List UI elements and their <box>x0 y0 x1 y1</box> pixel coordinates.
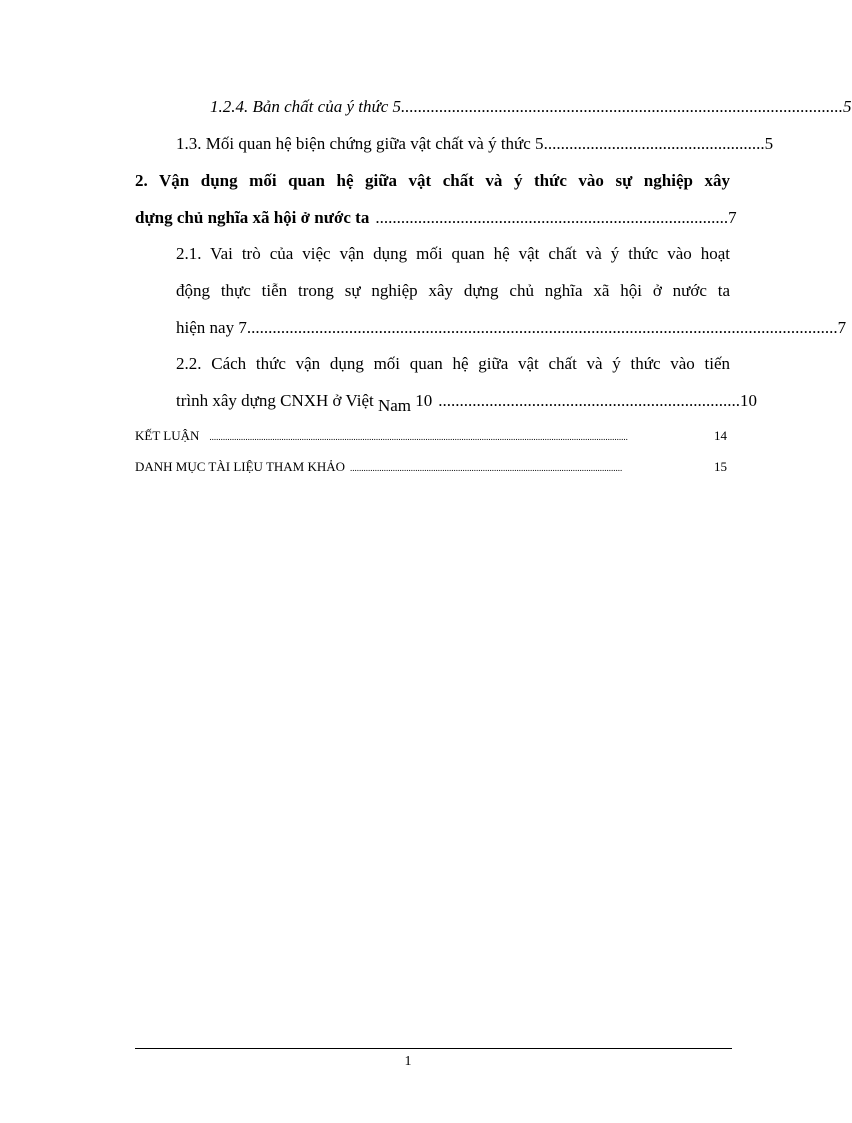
footer-rule <box>135 1048 732 1049</box>
toc-entry-title-suffix: 10 <box>411 391 433 410</box>
page-number: 1 <box>404 1054 412 1069</box>
toc-entry-title: 1.2.4. Bản chất của ý thức 5 <box>210 97 402 116</box>
toc-entry-2-2-line-2[interactable] <box>176 391 758 415</box>
toc-leader-dots: ......................................................................................................................... <box>350 463 623 473</box>
toc-page-number: 5 <box>764 134 774 153</box>
toc-leader-dots: ....................................................................... <box>438 391 741 410</box>
toc-entry-title: KẾT LUẬN <box>135 428 200 443</box>
toc-page-number: 10 <box>740 391 758 410</box>
toc-entry-1-2-4[interactable] <box>210 97 852 117</box>
toc-entry-title: 2. Vận dụng mối quan hệ giữa vật chất và ý thức vào sự nghiệp xây <box>135 171 730 190</box>
toc-entry-title-nam: Nam <box>377 396 412 415</box>
toc-entry-title: 2.1. Vai trò của việc vận dụng mối quan hệ vật chất và ý thức vào hoạt <box>176 244 730 263</box>
toc-entry-title: hiện nay 7 <box>176 318 247 337</box>
toc-entry-danh-muc[interactable] <box>135 459 727 475</box>
toc-leader-dots: ........................................................................................................ <box>401 97 844 116</box>
toc-entry-title: dựng chủ nghĩa xã hội ở nước ta <box>135 208 370 227</box>
toc-page-number: 15 <box>714 459 727 474</box>
toc-entry-2-line-1[interactable] <box>135 171 730 191</box>
toc-page-number: 7 <box>728 208 737 227</box>
toc-entry-2-1-line-1[interactable] <box>176 244 730 264</box>
toc-entry-title: 2.2. Cách thức vận dụng mối quan hệ giữa vật chất và ý thức vào tiến <box>176 354 730 373</box>
toc-entry-2-1-line-3[interactable] <box>176 318 847 338</box>
toc-entry-title: 1.3. Mối quan hệ biện chứng giữa vật chất và ý thức 5 <box>176 134 544 153</box>
toc-entry-title-prefix: trình xây dựng CNXH ở Việt <box>176 391 378 410</box>
toc-page-number: 14 <box>714 428 727 443</box>
toc-entry-1-3[interactable] <box>176 134 774 154</box>
toc-leader-dots: .................................................... <box>543 134 765 153</box>
toc-entry-title: DANH MỤC TÀI LIỆU THAM KHẢO <box>135 459 346 474</box>
toc-entry-2-line-2[interactable] <box>135 208 737 228</box>
toc-entry-title: động thực tiễn trong sự nghiệp xây dựng chủ nghĩa xã hội ở nước ta <box>176 281 730 300</box>
toc-entry-2-1-line-2[interactable] <box>176 281 730 301</box>
toc-leader-dots: ........................................................................................................................................... <box>246 318 838 337</box>
toc-page-number: 5 <box>843 97 852 116</box>
toc-entry-2-2-line-1[interactable] <box>176 354 730 374</box>
toc-leader-dots: .......................................................................................................................................................................................... <box>209 432 628 442</box>
toc-leader-dots: ................................................................................... <box>375 208 729 227</box>
toc-entry-ket-luan[interactable] <box>135 428 727 444</box>
toc-page-number: 7 <box>837 318 847 337</box>
